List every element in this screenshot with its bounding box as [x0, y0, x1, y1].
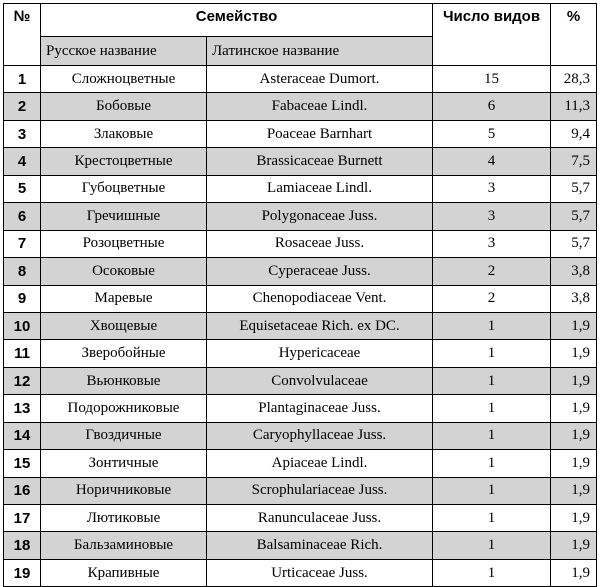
russian-name-cell: Розоцветные — [41, 230, 207, 257]
table-row — [4, 505, 597, 532]
latin-name-cell: Convolvulaceae — [207, 367, 433, 394]
table-row — [4, 559, 597, 586]
russian-name-cell: Сложноцветные — [41, 66, 207, 93]
russian-name-cell: Зонтичные — [41, 450, 207, 477]
row-number: 3 — [4, 120, 41, 147]
percent-cell: 3,8 — [551, 258, 597, 285]
percent-cell: 1,9 — [551, 532, 597, 559]
table-row — [4, 450, 597, 477]
table-row — [4, 312, 597, 339]
row-number: 13 — [4, 395, 41, 422]
table-row — [4, 175, 597, 202]
russian-name-cell: Крестоцветные — [41, 148, 207, 175]
russian-name-cell: Лютиковые — [41, 505, 207, 532]
russian-name-cell: Подорожниковые — [41, 395, 207, 422]
row-number: 18 — [4, 532, 41, 559]
latin-name-cell: Brassicaceae Burnett — [207, 148, 433, 175]
header-latin-name: Латинское название — [207, 37, 433, 66]
percent-cell: 11,3 — [551, 93, 597, 120]
species-count-cell: 3 — [433, 175, 551, 202]
header-number: № — [4, 4, 41, 66]
species-count-cell: 15 — [433, 66, 551, 93]
latin-name-cell: Poaceae Barnhart — [207, 120, 433, 147]
row-number: 11 — [4, 340, 41, 367]
table-row — [4, 93, 597, 120]
percent-cell: 1,9 — [551, 367, 597, 394]
row-number: 8 — [4, 258, 41, 285]
species-count-cell: 5 — [433, 120, 551, 147]
percent-cell: 1,9 — [551, 312, 597, 339]
table-body — [4, 66, 597, 587]
percent-cell: 1,9 — [551, 450, 597, 477]
species-count-cell: 1 — [433, 532, 551, 559]
species-count-cell: 2 — [433, 258, 551, 285]
russian-name-cell: Зверобойные — [41, 340, 207, 367]
percent-cell: 1,9 — [551, 395, 597, 422]
row-number: 9 — [4, 285, 41, 312]
table-row — [4, 422, 597, 449]
percent-cell: 1,9 — [551, 505, 597, 532]
row-number: 5 — [4, 175, 41, 202]
table-row — [4, 148, 597, 175]
row-number: 4 — [4, 148, 41, 175]
species-count-cell: 1 — [433, 477, 551, 504]
latin-name-cell: Ranunculaceae Juss. — [207, 505, 433, 532]
species-count-cell: 1 — [433, 395, 551, 422]
header-russian-name: Русское название — [41, 37, 207, 66]
row-number: 1 — [4, 66, 41, 93]
russian-name-cell: Бальзаминовые — [41, 532, 207, 559]
table-row — [4, 367, 597, 394]
header-species-count: Число видов — [433, 4, 551, 66]
percent-cell: 28,3 — [551, 66, 597, 93]
row-number: 17 — [4, 505, 41, 532]
species-count-cell: 2 — [433, 285, 551, 312]
table-row — [4, 203, 597, 230]
latin-name-cell: Fabaceae Lindl. — [207, 93, 433, 120]
percent-cell: 3,8 — [551, 285, 597, 312]
table-row — [4, 230, 597, 257]
row-number: 12 — [4, 367, 41, 394]
row-number: 16 — [4, 477, 41, 504]
table-row — [4, 340, 597, 367]
latin-name-cell: Cyperaceae Juss. — [207, 258, 433, 285]
table-row — [4, 120, 597, 147]
percent-cell: 1,9 — [551, 559, 597, 586]
latin-name-cell: Scrophulariaceae Juss. — [207, 477, 433, 504]
percent-cell: 5,7 — [551, 175, 597, 202]
russian-name-cell: Норичниковые — [41, 477, 207, 504]
table-row — [4, 258, 597, 285]
table-row — [4, 532, 597, 559]
russian-name-cell: Бобовые — [41, 93, 207, 120]
russian-name-cell: Гвоздичные — [41, 422, 207, 449]
russian-name-cell: Осоковые — [41, 258, 207, 285]
row-number: 2 — [4, 93, 41, 120]
plant-families-table — [3, 3, 597, 587]
latin-name-cell: Apiaceae Lindl. — [207, 450, 433, 477]
russian-name-cell: Губоцветные — [41, 175, 207, 202]
table-row — [4, 477, 597, 504]
percent-cell: 5,7 — [551, 203, 597, 230]
row-number: 7 — [4, 230, 41, 257]
percent-cell: 1,9 — [551, 477, 597, 504]
header-percent: % — [551, 4, 597, 66]
latin-name-cell: Polygonaceae Juss. — [207, 203, 433, 230]
russian-name-cell: Крапивные — [41, 559, 207, 586]
species-count-cell: 3 — [433, 230, 551, 257]
species-count-cell: 4 — [433, 148, 551, 175]
species-count-cell: 1 — [433, 367, 551, 394]
percent-cell: 1,9 — [551, 422, 597, 449]
latin-name-cell: Balsaminaceae Rich. — [207, 532, 433, 559]
table-row — [4, 395, 597, 422]
header-family: Семейство — [41, 4, 433, 37]
latin-name-cell: Chenopodiaceae Vent. — [207, 285, 433, 312]
russian-name-cell: Злаковые — [41, 120, 207, 147]
row-number: 14 — [4, 422, 41, 449]
species-count-cell: 1 — [433, 422, 551, 449]
species-count-cell: 1 — [433, 312, 551, 339]
row-number: 10 — [4, 312, 41, 339]
latin-name-cell: Lamiaceae Lindl. — [207, 175, 433, 202]
latin-name-cell: Urticaceae Juss. — [207, 559, 433, 586]
latin-name-cell: Plantaginaceae Juss. — [207, 395, 433, 422]
percent-cell: 9,4 — [551, 120, 597, 147]
latin-name-cell: Rosaceae Juss. — [207, 230, 433, 257]
species-count-cell: 3 — [433, 203, 551, 230]
table-row — [4, 285, 597, 312]
species-count-cell: 1 — [433, 505, 551, 532]
russian-name-cell: Гречишные — [41, 203, 207, 230]
species-count-cell: 1 — [433, 559, 551, 586]
latin-name-cell: Hypericaceae — [207, 340, 433, 367]
russian-name-cell: Вьюнковые — [41, 367, 207, 394]
species-count-cell: 1 — [433, 450, 551, 477]
row-number: 19 — [4, 559, 41, 586]
percent-cell: 7,5 — [551, 148, 597, 175]
row-number: 15 — [4, 450, 41, 477]
row-number: 6 — [4, 203, 41, 230]
table-row — [4, 66, 597, 93]
percent-cell: 1,9 — [551, 340, 597, 367]
species-count-cell: 1 — [433, 340, 551, 367]
russian-name-cell: Маревые — [41, 285, 207, 312]
latin-name-cell: Caryophyllaceae Juss. — [207, 422, 433, 449]
russian-name-cell: Хвощевые — [41, 312, 207, 339]
percent-cell: 5,7 — [551, 230, 597, 257]
latin-name-cell: Equisetaceae Rich. ex DC. — [207, 312, 433, 339]
latin-name-cell: Asteraceae Dumort. — [207, 66, 433, 93]
species-count-cell: 6 — [433, 93, 551, 120]
